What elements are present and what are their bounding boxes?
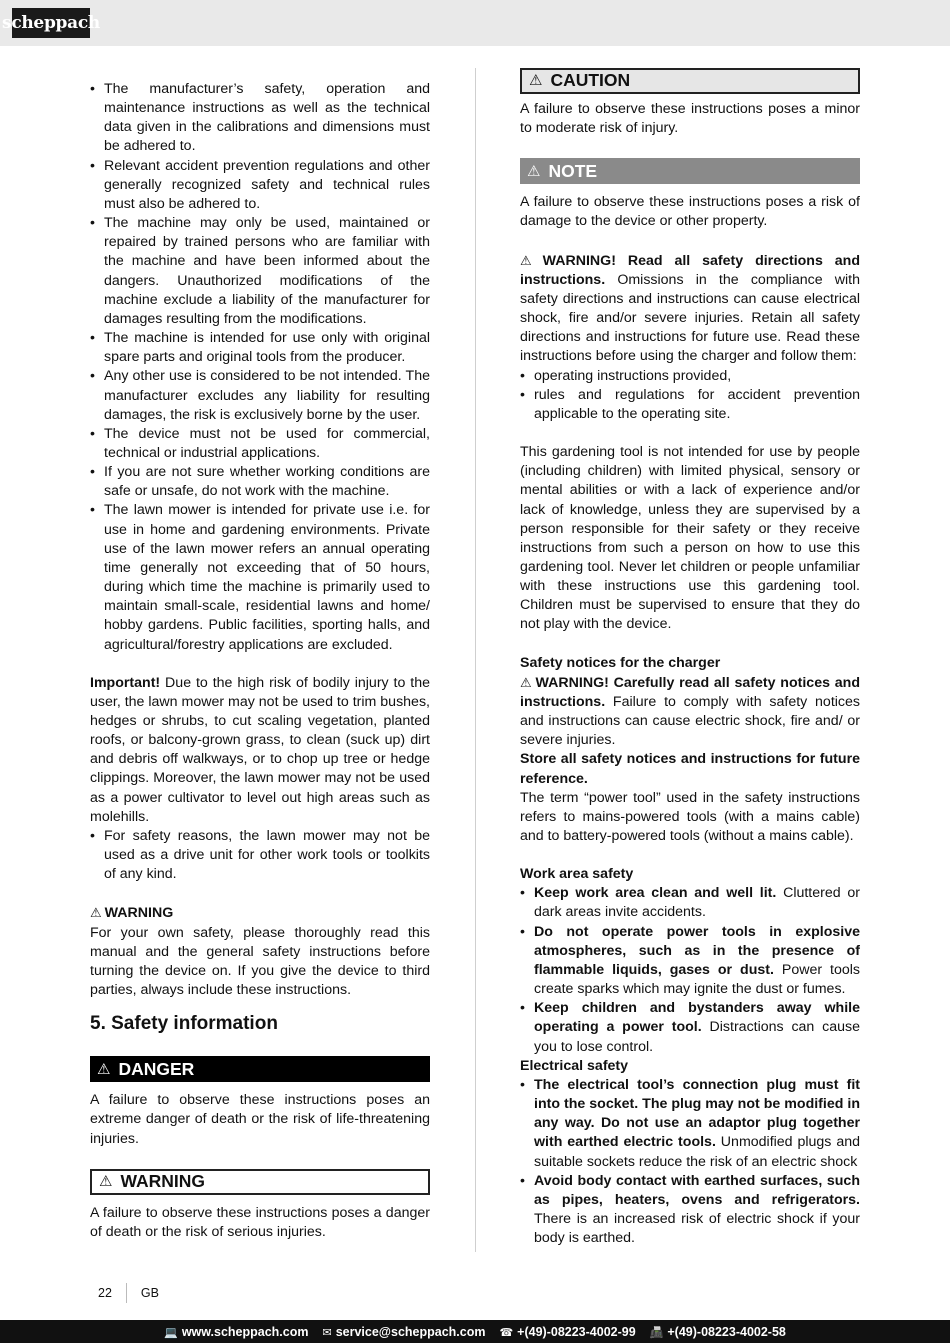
contact-bar (0, 1320, 950, 1343)
electrical-heading: Electrical safety (520, 1057, 629, 1074)
list-item: • The manufacturer’s safety, operation and maintenance instructions as well as the technical data given in the calibrations and dimensions must be adhered to. (90, 80, 430, 157)
list-item: • operating instructions provided, (520, 367, 860, 386)
warning-triangle-icon: ⚠ (529, 72, 543, 90)
list-item: • The machine is intended for use only with original spare parts and original tools from the producer. (90, 329, 430, 367)
computer-icon: 💻 (164, 1326, 178, 1339)
fax-icon: 📠 (649, 1326, 664, 1339)
warning-read-list (520, 367, 860, 424)
store-notice: Store all safety notices and instructions for future reference. (520, 751, 860, 787)
power-tool-paragraph: The term “power tool” used in the safety instructions refers to mains-powered tools (with a mains cable) and to battery-powered tools (without a mains cable). (520, 789, 860, 844)
warning-triangle-icon: ⚠ (527, 162, 541, 180)
left-column (90, 80, 430, 1242)
caution-box: ⚠ CAUTION (520, 68, 860, 94)
website-item: 💻 www.scheppach.com (164, 1324, 309, 1339)
list-item: • If you are not sure whether working conditions are safe or unsafe, do not work with the machine. (90, 463, 430, 501)
list-item: • Avoid body contact with earthed surfaces, such as pipes, heaters, ovens and refrigerators. There is an increased risk of electric shock if your body is earthed. (520, 1172, 860, 1249)
list-item: • The device must not be used for commercial, technical or industrial applications. (90, 425, 430, 463)
important-label: Important! (90, 674, 161, 691)
list-item: • rules and regulations for accident prevention applicable to the operating site. (520, 386, 860, 424)
list-item: • Keep work area clean and well lit. Cluttered or dark areas invite accidents. (520, 884, 860, 922)
note-text: A failure to observe these instructions poses a risk of damage to the device or other property. (520, 194, 860, 230)
warning-triangle-icon: ⚠ (520, 674, 533, 690)
phone-item: ☎ +(49)-08223-4002-99 (499, 1324, 636, 1339)
caution-text: A failure to observe these instructions poses a minor to moderate risk of injury. (520, 101, 860, 137)
charger-heading: Safety notices for the charger (520, 654, 721, 671)
list-item: • For safety reasons, the lawn mower may not be used as a drive unit for other work tools or toolkits of any kind. (90, 827, 430, 884)
warning-read-paragraph: ⚠ WARNING! Read all safety directions and instructions. Omissions in the compliance with safety directions and instructions can cause electrical shock, fire and/or severe injuries. Retain all safety directions and instructions for future use. Read these instructions before using the charger and follow them: (520, 252, 860, 365)
list-item: • The electrical tool’s connection plug must fit into the socket. The plug may not be modified in any way. Do not use an adaptor plug together with earthed electric tools. Unmodified plugs and suitable sockets reduce the risk of an electric shock (520, 1076, 860, 1172)
important-text: Due to the high risk of bodily injury to the user, the lawn mower may not be used to trim bushes, hedges or shrubs, to cut scaling vegetation, planted roofs, or balcony-grown grass, to clean (suck up) dirt and debris off walkways, or to chop up tree or hedge clippings. Moreover, the lawn mower may not be used as a power cultivator to level out high areas such as molehills. (90, 674, 430, 825)
column-divider (475, 68, 476, 1252)
important-paragraph (90, 674, 430, 827)
electrical-list (520, 1076, 860, 1248)
danger-text: A failure to observe these instructions poses an extreme danger of death or the risk of life-threatening injuries. (90, 1092, 430, 1147)
warning-triangle-icon: ⚠ (99, 1173, 113, 1191)
charger-warning-paragraph: ⚠ WARNING! Carefully read all safety notices and instructions. Failure to comply with safety notices and instructions can cause electric shock, fire and/ or severe injuries. (520, 674, 861, 749)
list-item: • Keep children and bystanders away while operating a power tool. Distractions can cause you to lose control. (520, 999, 860, 1056)
warning-box-text: A failure to observe these instructions poses a danger of death or the risk of serious injuries. (90, 1204, 430, 1240)
list-item: • Any other use is considered to be not intended. The manufacturer excludes any liability for resulting damages, the risk is exclusively borne by the user. (90, 367, 430, 424)
drive-unit-list (90, 827, 430, 884)
danger-box: ⚠ DANGER (90, 1056, 430, 1082)
scheppach-logo: scheppach (12, 8, 90, 38)
section-title: 5. Safety information (90, 1013, 278, 1035)
list-item: • Do not operate power tools in explosive atmospheres, such as in the presence of flammable liquids, gases or dust. Power tools create sparks which may ignite the dust or fumes. (520, 923, 860, 1000)
warning-heading: ⚠ WARNING (90, 905, 174, 922)
note-box: ⚠ NOTE (520, 158, 860, 184)
phone-icon: ☎ (499, 1326, 514, 1339)
list-item: • The machine may only be used, maintained or repaired by trained persons who are familiar with the machine and have been informed about the dangers. Unauthorized modifications of the machine exclude a liability of the manufacturer for damages resulting from the modifications. (90, 214, 430, 329)
list-item: • The lawn mower is intended for private use i.e. for use in home and gardening environments. Private use of the lawn mower refers an annual operating time generally not exceeding that of 50 hours, during which time the machine is primarily used to maintain small-scale, residential lawns and home/ hobby gardens. Public facilities, sporting halls, and agricultural/forestry applications are excluded. (90, 501, 430, 654)
warning-box: ⚠ WARNING (90, 1169, 430, 1195)
top-bar (0, 0, 950, 46)
work-area-heading: Work area safety (520, 866, 634, 883)
email-item: ✉ service@scheppach.com (322, 1324, 486, 1339)
list-item: • Relevant accident prevention regulations and other generally recognized safety and technical rules must also be adhered to. (90, 157, 430, 214)
warning-text: For your own safety, please thoroughly read this manual and the general safety instructions before turning the device on. If you give the device to third parties, always include these instructions. (90, 924, 430, 999)
page-number: 22 (98, 1286, 112, 1300)
warning-triangle-icon: ⚠ (90, 905, 102, 921)
work-area-list (520, 884, 860, 1056)
language-code: GB (140, 1286, 159, 1300)
right-column (520, 68, 860, 1248)
fax-item: 📠 +(49)-08223-4002-58 (649, 1324, 786, 1339)
warning-triangle-icon: ⚠ (97, 1060, 111, 1078)
mail-icon: ✉ (322, 1326, 332, 1339)
intended-use-list (90, 80, 430, 655)
page-footer (98, 1283, 159, 1303)
warning-triangle-icon: ⚠ (520, 252, 540, 268)
gardening-paragraph: This gardening tool is not intended for use by people (including children) with limited physical, sensory or mental abilities or with a lack of experience and/or lack of knowledge, unless they are supervised by a person responsible for their safety or they receive instructions from such a person on how to use this gardening tool. Never let children or people unfamiliar with these instructions use this gardening tool. Children must be supervised to ensure that they do not play with the device. (520, 444, 860, 633)
